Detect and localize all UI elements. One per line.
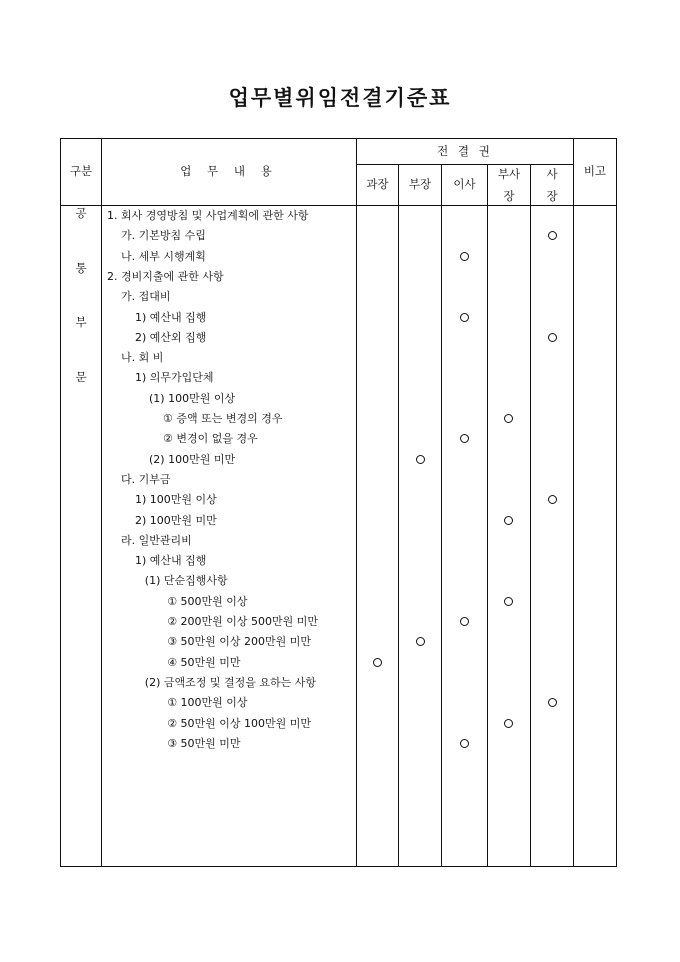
approval-mark <box>373 658 382 667</box>
approval-mark <box>548 698 557 707</box>
table-row <box>0 429 680 449</box>
approval-mark <box>460 739 469 748</box>
department-char: 문 <box>75 369 87 384</box>
department-char: 공 <box>75 206 87 220</box>
approval-mark <box>504 414 513 423</box>
header-role-section-chief: 과장 <box>366 177 389 192</box>
table-row <box>0 368 680 388</box>
row-text: (2) 금액조정 및 결정을 요하는 사항 <box>144 675 316 689</box>
row-text: 2) 100만원 미만 <box>135 513 217 527</box>
table-row <box>0 287 680 307</box>
approval-mark <box>504 597 513 606</box>
row-text: 라. 일반관리비 <box>121 533 192 547</box>
table-row <box>0 450 680 470</box>
department-char: 부 <box>75 315 87 330</box>
approval-mark <box>548 231 557 240</box>
table-row <box>0 693 680 713</box>
row-text: 1) 예산내 집행 <box>135 310 207 324</box>
table-row <box>0 206 680 226</box>
table-border-bottom <box>60 866 617 867</box>
table-row <box>0 308 680 328</box>
table-row <box>0 348 680 368</box>
row-text: 1) 100만원 이상 <box>135 493 217 507</box>
header-authority: 전 결 권 <box>437 143 493 158</box>
approval-mark <box>416 455 425 464</box>
table-row <box>0 653 680 673</box>
approval-mark <box>548 333 557 342</box>
row-text: (1) 단순집행사항 <box>144 574 228 588</box>
row-text: ① 100만원 이상 <box>167 696 248 710</box>
table-row <box>0 490 680 510</box>
header-remarks: 비고 <box>583 164 607 179</box>
table-row <box>0 551 680 571</box>
table-row <box>0 409 680 429</box>
table-row <box>0 389 680 409</box>
header-role-department-head: 부장 <box>408 177 432 192</box>
row-text: ② 변경이 없을 경우 <box>163 432 258 446</box>
row-text: ③ 50만원 이상 200만원 미만 <box>167 635 312 649</box>
table-row <box>0 673 680 693</box>
approval-mark <box>460 313 469 322</box>
approval-mark <box>460 252 469 261</box>
table-row <box>0 511 680 531</box>
row-text: 가. 접대비 <box>121 290 171 304</box>
row-text: ④ 50만원 미만 <box>167 655 241 669</box>
table-row <box>0 734 680 754</box>
approval-mark <box>416 637 425 646</box>
row-text: 2) 예산외 집행 <box>135 330 207 344</box>
table-row <box>0 267 680 287</box>
department-char: 통 <box>75 260 87 275</box>
row-text: 나. 회 비 <box>121 351 164 365</box>
table-row <box>0 571 680 591</box>
row-text: (1) 100만원 이상 <box>149 391 236 405</box>
table-row <box>0 531 680 551</box>
row-text: ② 200만원 이상 500만원 미만 <box>167 615 319 628</box>
row-text: ① 500만원 이상 <box>167 594 248 608</box>
header-category: 구분 <box>69 164 93 179</box>
row-text: ① 증액 또는 변경의 경우 <box>163 412 283 425</box>
table-row <box>0 592 680 612</box>
row-text: 2. 경비지출에 관한 사항 <box>107 269 224 283</box>
row-text: 1) 예산내 집행 <box>135 554 207 568</box>
header-content: 업 무 내 용 <box>180 164 278 179</box>
row-text: ② 50만원 이상 100만원 미만 <box>167 716 312 730</box>
page-title: 업무별위임전결기준표 <box>228 85 452 110</box>
header-role-vice-president: 부사 장 <box>497 167 521 203</box>
header-role-director: 이사 <box>453 177 476 192</box>
table-row <box>0 328 680 348</box>
row-text: 가. 기본방침 수립 <box>121 229 206 243</box>
row-text: (2) 100만원 미만 <box>149 452 236 466</box>
table-row <box>0 226 680 246</box>
table-row <box>0 714 680 734</box>
row-text: 나. 세부 시행계획 <box>121 249 206 263</box>
table-row <box>0 247 680 267</box>
approval-mark <box>460 617 469 626</box>
row-text: ③ 50만원 미만 <box>167 736 241 750</box>
row-text: 1) 의무가입단체 <box>135 371 214 385</box>
row-text: 다. 기부금 <box>121 472 171 486</box>
table-row <box>0 470 680 490</box>
approval-mark <box>504 516 513 525</box>
header-role-president: 사 장 <box>546 167 558 203</box>
approval-mark <box>504 719 513 728</box>
approval-mark <box>548 495 557 504</box>
table-row <box>0 632 680 652</box>
table-row <box>0 612 680 632</box>
row-text: 1. 회사 경영방침 및 사업계획에 관한 사항 <box>107 209 309 222</box>
approval-mark <box>460 434 469 443</box>
